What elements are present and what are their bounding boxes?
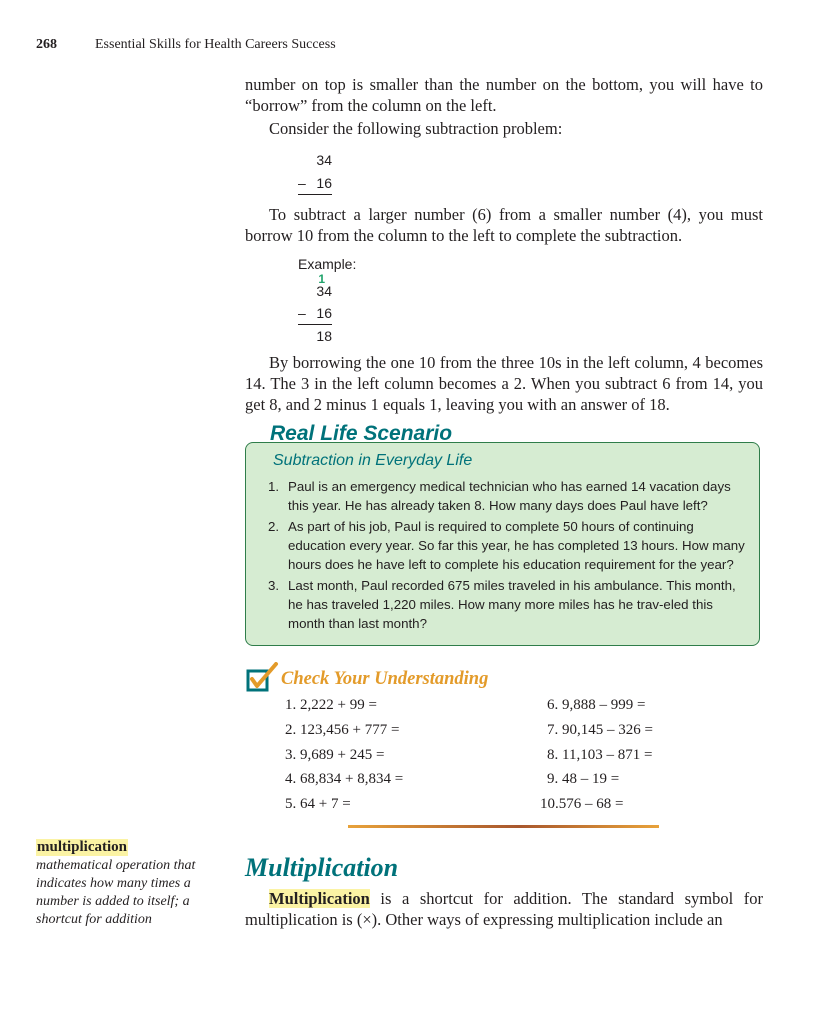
exercise-item: 8. 11,103 – 871 = [547, 747, 653, 763]
scenario-item [268, 477, 746, 515]
scenario-item [268, 576, 746, 633]
exercise-item: 7. 90,145 – 326 = [547, 722, 653, 738]
sum-line [298, 194, 332, 195]
exercise-item: 10.576 – 68 = [540, 796, 624, 812]
scenario-item-number: 2. [268, 519, 280, 534]
book-title: Essential Skills for Health Careers Success [95, 37, 336, 52]
exercise-item: 9. 48 – 19 = [547, 771, 620, 787]
example-label: Example: [298, 256, 357, 272]
example-sum-line [298, 324, 332, 325]
glossary-term: multiplication [37, 839, 128, 855]
scenario-item-text: As part of his job, Paul is required to complete 50 hours of continuing education every year. So far this year, he has completed 13 hours. How many hours does he have left to complete his education requirement for the year? [288, 519, 745, 572]
exercise-item: 6. 9,888 – 999 = [547, 697, 646, 713]
example-problem [298, 272, 332, 344]
example-result: 18 [316, 328, 332, 344]
scenario-item-text: Paul is an emergency medical technician who has earned 14 vacation days this year. He has already taken 8. How many days does Paul have left? [288, 479, 731, 513]
minus-sign: – [298, 175, 306, 191]
exercise-item: 2. 123,456 + 777 = [285, 722, 400, 738]
exercise-item: 1. 2,222 + 99 = [285, 697, 377, 713]
paragraph-continued: number on top is smaller than the number on the bottom, you will have to “borrow” from the column on the left. [245, 75, 763, 115]
scenario-subtitle: Subtraction in Everyday Life [273, 452, 473, 469]
paragraph-borrow: To subtract a larger number (6) from a smaller number (4), you must borrow 10 from the column to the left to complete the subtraction. [245, 205, 763, 245]
scenario-item [268, 517, 746, 574]
example-minuend: 34 [316, 283, 332, 299]
paragraph-explanation: By borrowing the one 10 from the three 10s in the left column, 4 becomes 14. The 3 in the left column becomes a 2. When you subtract 6 from 14, you get 8, and 2 minus 1 equals 1, leaving you with an answer of 18. [245, 353, 763, 414]
scenario-item-number: 1. [268, 479, 280, 494]
section-divider [348, 825, 659, 828]
check-title: Check Your Understanding [281, 669, 489, 689]
minuend: 34 [316, 152, 332, 168]
scenario-title: Real Life Scenario [270, 422, 453, 445]
exercise-item: 4. 68,834 + 8,834 = [285, 771, 404, 787]
paragraph-text: is a shortcut for addition. The standard symbol for multiplication is (×). Other ways of expressing multiplication include an [245, 889, 763, 929]
borrow-mark: 1 [318, 272, 325, 286]
glossary-definition: mathematical operation that indicates how many times a number is added to itself; a shortcut for addition [36, 858, 196, 927]
key-term: Multiplication [269, 889, 370, 908]
page-number: 268 [36, 37, 57, 52]
scenario-list [268, 477, 746, 635]
checkbox-check-icon [245, 662, 279, 694]
exercise-item: 3. 9,689 + 245 = [285, 747, 385, 763]
example-minus-sign: – [298, 305, 306, 321]
paragraph-consider: Consider the following subtraction problem: [269, 119, 563, 138]
scenario-item-text: Last month, Paul recorded 675 miles traveled in his ambulance. This month, he has traveled 1,220 miles. How many more miles has he trav-eled this month than last month? [288, 578, 736, 631]
exercise-item: 5. 64 + 7 = [285, 796, 351, 812]
paragraph-multiplication [245, 888, 763, 930]
subtraction-problem [298, 152, 332, 196]
example-subtrahend: 16 [316, 305, 332, 321]
subtrahend: 16 [316, 175, 332, 191]
scenario-item-number: 3. [268, 578, 280, 593]
section-heading: Multiplication [245, 853, 399, 882]
